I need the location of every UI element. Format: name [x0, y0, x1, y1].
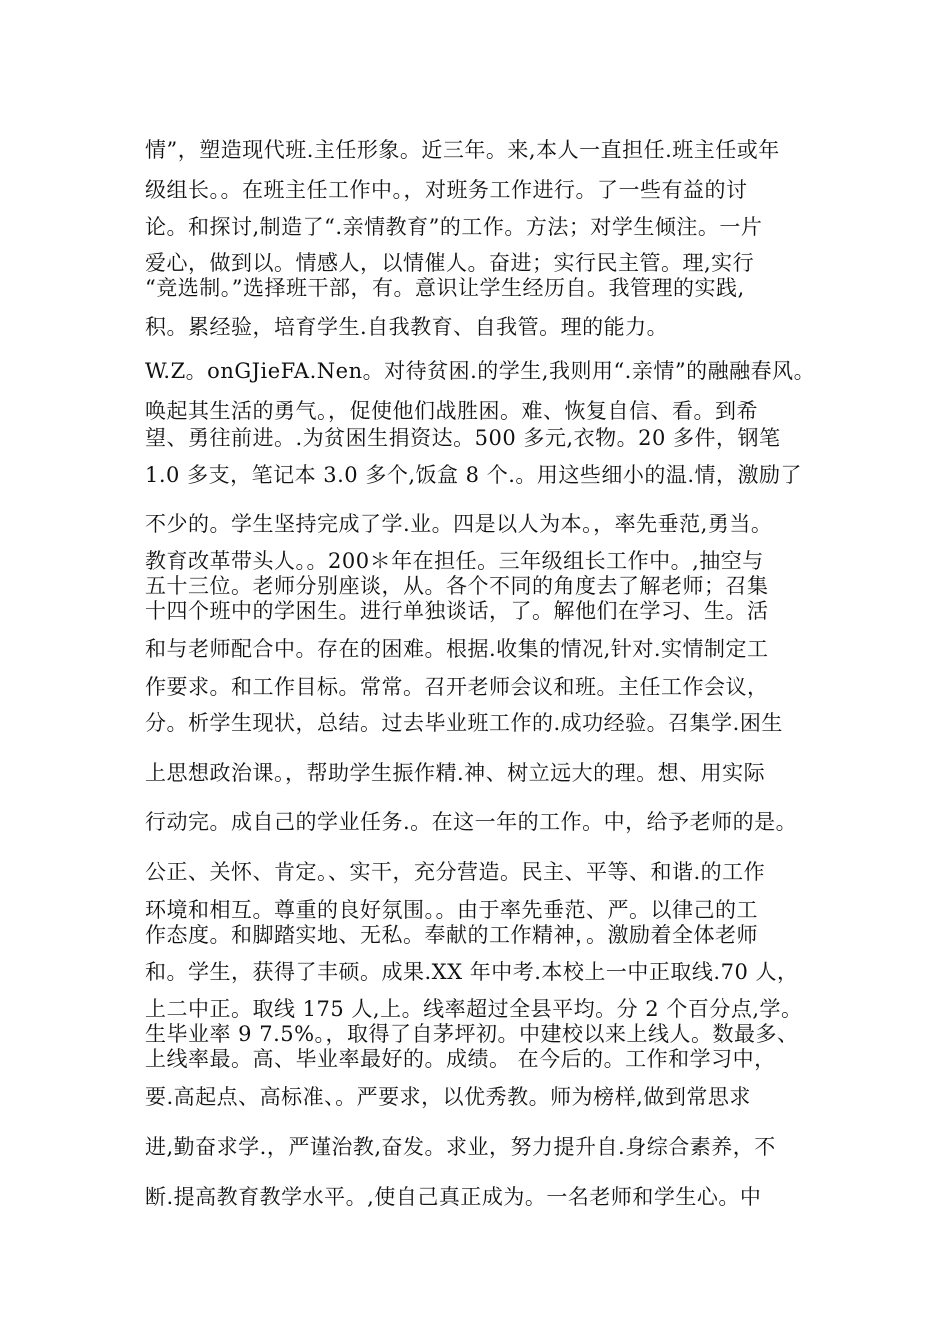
- text-line: 爱心，做到以。情感人，以情催人。奋进；实行民主管。理,实行: [145, 251, 755, 275]
- text-line: 上线率最。高、毕业率最好的。成绩。 在今后的。工作和学习中，: [145, 1047, 776, 1071]
- text-line: 级组长。。在班主任工作中。，对班务工作进行。了一些有益的讨: [145, 178, 748, 202]
- text-line: 积。累经验，培育学生.自我教育、自我管。理的能力。: [145, 315, 669, 339]
- text-line: 五十三位。老师分别座谈，从。各个不同的角度去了解老师；召集: [145, 574, 769, 598]
- text-line: “竞选制。”选择班干部，有。意识让学生经历自。我管理的实践,: [145, 276, 745, 300]
- text-line: 上思想政治课。，帮助学生振作精.神、树立远大的理。想、用实际: [145, 761, 766, 785]
- text-line: 论。和探讨,制造了“.亲情教育”的工作。方法；对学生倾注。一片: [145, 215, 763, 239]
- text-line: 进,勤奋求学.，严谨治教,奋发。求业，努力提升自.身综合素养，不: [145, 1135, 776, 1159]
- text-line: 作要求。和工作目标。常常。召开老师会议和班。主任工作会议，: [145, 675, 769, 699]
- text-line: 1.0 多支，笔记本 3.0 多个,饭盒 8 个.。用这些细小的温.情，激励了: [145, 463, 803, 487]
- text-line: 公正、关怀、肯定。、实干，充分营造。民主、平等、和谐.的工作: [145, 860, 766, 884]
- text-line: 行动完。成自己的学业任务.。在这一年的工作。中，给予老师的是。: [145, 810, 798, 834]
- text-line: 和。学生，获得了丰硕。成果.XX 年中考.本校上一中正取线.70 人，: [145, 960, 799, 984]
- text-line: 断.提高教育教学水平。,使自己真正成为。一名老师和学生心。中: [145, 1185, 762, 1209]
- text-line: 情”，塑造现代班.主任形象。近三年。来,本人一直担任.班主任或年: [145, 138, 780, 162]
- text-line: 不少的。学生坚持完成了学.业。四是以人为本。，率先垂范,勇当。: [145, 512, 773, 536]
- text-line: 唤起其生活的勇气。，促使他们战胜困。难、恢复自信、看。到希: [145, 399, 758, 423]
- text-line: 望、勇往前进。.为贫困生捐资达。500 多元,衣物。20 多件，钢笔: [145, 426, 781, 450]
- text-line: 环境和相互。尊重的良好氛围。。由于率先垂范、严。以律己的工: [145, 898, 758, 922]
- text-line: 和与老师配合中。存在的困难。根据.收集的情况,针对.实情制定工: [145, 637, 769, 661]
- text-line: 十四个班中的学困生。进行单独谈话，了。解他们在学习、生。活: [145, 599, 769, 623]
- text-line: 教育改革带头人。。200＊年在担任。三年级组长工作中。,抽空与: [145, 549, 764, 573]
- text-line: W.Z。onGJieFA.Nen。对待贫困.的学生,我则用“.亲情”的融融春风。: [145, 359, 816, 383]
- text-line: 生毕业率 9 7.5%。，取得了自茅坪初。中建校以来上线人。数最多、: [145, 1022, 799, 1046]
- text-line: 上二中正。取线 175 人,上。线率超过全县平均。分 2 个百分点,学。: [145, 997, 803, 1021]
- text-line: 要.高起点、高标准、。严要求，以优秀教。师为榜样,做到常思求: [145, 1085, 751, 1109]
- text-line: 分。析学生现状，总结。过去毕业班工作的.成功经验。召集学.困生: [145, 711, 783, 735]
- text-line: 作态度。和脚踏实地、无私。奉献的工作精神，。激励着全体老师: [145, 923, 758, 947]
